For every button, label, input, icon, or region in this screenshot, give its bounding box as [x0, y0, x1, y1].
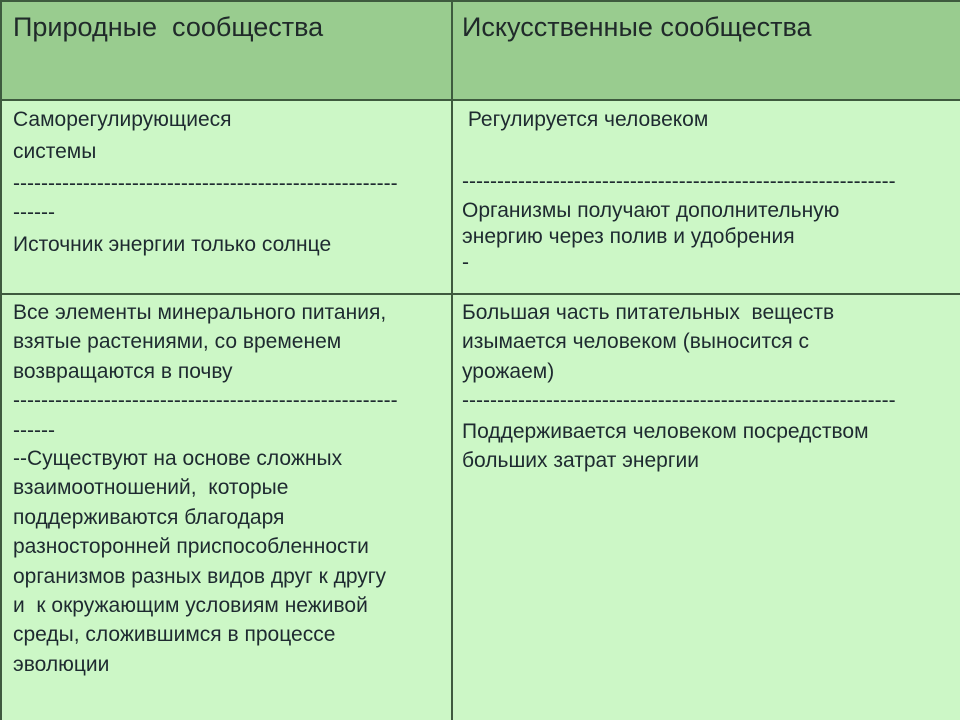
natural-regulation-cell — [1, 100, 452, 294]
cell-text: энергию через полив и удобрения — [462, 225, 795, 249]
cell-text: разносторонней приспособленности — [13, 535, 369, 559]
cell-text: --Существуют на основе сложных — [13, 446, 343, 470]
cell-text: больших затрат энергии — [462, 448, 699, 472]
cell-text: поддерживаются благодаря — [13, 505, 285, 529]
separator-line: ------ — [13, 201, 55, 225]
header-natural-label: Природные сообщества — [13, 12, 324, 42]
natural-nutrients-cell — [1, 294, 452, 720]
cell-text: урожаем) — [462, 359, 555, 383]
cell-text: Поддерживается человеком посредством — [462, 419, 869, 443]
cell-text: Саморегулирующиеся — [13, 108, 232, 131]
cell-text: Все элементы минерального питания, — [13, 301, 387, 324]
separator-line: ------------------------------------------------------- — [13, 171, 398, 195]
header-row — [1, 1, 960, 100]
separator-line: -------------------------------------------------------------- — [462, 389, 896, 413]
separator-line: ------ — [13, 418, 55, 442]
cell-text: Большая часть питательных веществ — [462, 301, 835, 324]
table-row — [1, 294, 960, 720]
cell-text: Источник энергии только солнце — [13, 232, 332, 256]
cell-text: возвращаются в почву — [13, 359, 233, 383]
separator-line: ------------------------------------------------------- — [13, 389, 398, 413]
separator-line: -------------------------------------------------------------- — [462, 170, 896, 194]
artificial-nutrients-cell — [452, 294, 960, 720]
cell-text: эволюции — [13, 652, 110, 676]
cell-text: Регулируется человеком — [462, 108, 709, 131]
cell-text: - — [462, 250, 469, 274]
artificial-regulation-cell — [452, 100, 960, 294]
table-row — [1, 100, 960, 294]
header-natural-communities — [1, 1, 452, 100]
header-artificial-label: Искусственные сообщества — [462, 12, 812, 42]
header-artificial-communities — [452, 1, 960, 100]
cell-text: организмов разных видов друг к другу — [13, 564, 386, 588]
cell-text: системы — [13, 140, 97, 164]
cell-text: и к окружающим условиям неживой — [13, 593, 368, 617]
cell-text: изымается человеком (выносится с — [462, 330, 810, 354]
cell-text: взаимоотношений, которые — [13, 476, 289, 500]
cell-text: Организмы получают дополнительную — [462, 198, 840, 222]
cell-text: среды, сложившимся в процессе — [13, 623, 336, 647]
cell-text: взятые растениями, со временем — [13, 330, 342, 354]
